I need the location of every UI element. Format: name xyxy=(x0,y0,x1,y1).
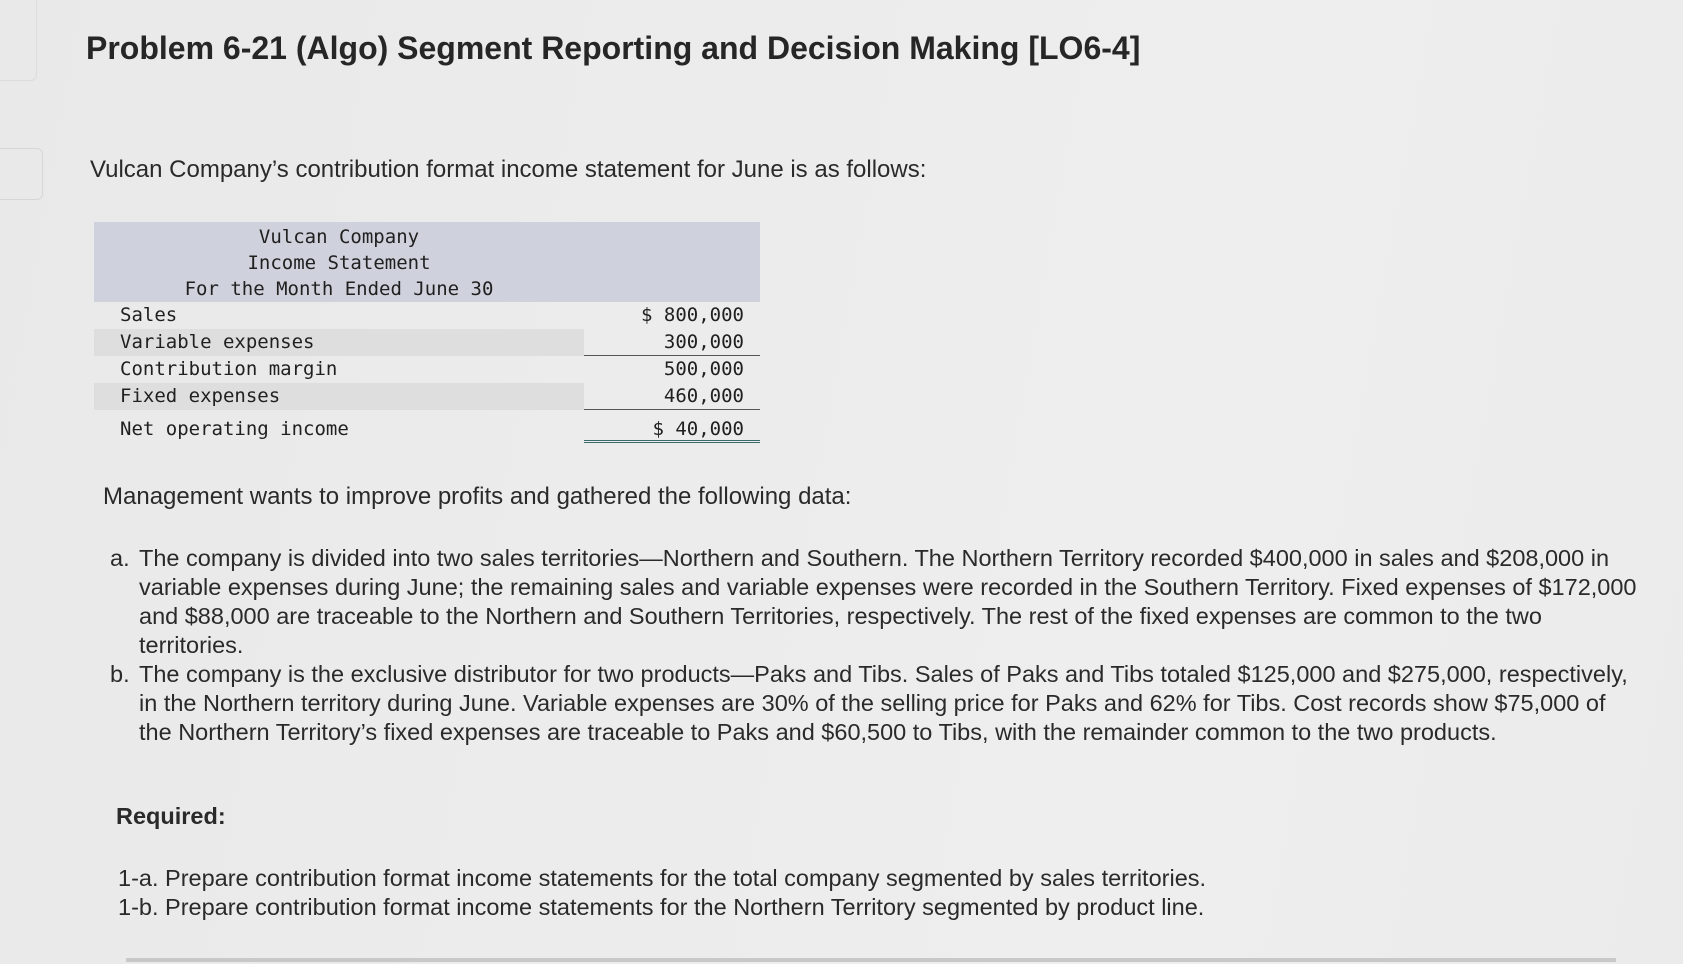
row-value: $ 800,000 xyxy=(641,304,744,326)
list-marker: a. xyxy=(110,545,130,571)
list-text: The company is divided into two sales territories—Northern and Southern. The Northern Territory recorded $400,000 in sales and $208,000 in variable expenses during June; the remaining sales and variable expenses were recorded in the Southern Territory. Fixed expenses of $172,000 and $88,000 are traceable to the Northern and Southern Territories, respectively. The rest of the fixed expenses are common to the two territories. xyxy=(139,545,1637,658)
table-row-variable-expenses xyxy=(94,329,760,356)
statement-name: Income Statement xyxy=(247,252,431,274)
intro-text: Vulcan Company’s contribution format income statement for June is as follows: xyxy=(90,156,927,183)
row-value: 460,000 xyxy=(584,383,760,410)
required-heading: Required: xyxy=(116,803,226,829)
row-label: Net operating income xyxy=(120,418,349,440)
requirement-1b: 1-b. Prepare contribution format income statements for the Northern Territory segmented by product line. xyxy=(118,894,1205,920)
bottom-divider xyxy=(126,958,1616,962)
row-value: 300,000 xyxy=(584,329,760,356)
row-label: Contribution margin xyxy=(120,358,338,380)
income-statement-table xyxy=(94,222,760,443)
left-panel-edge xyxy=(0,0,37,81)
list-marker: b. xyxy=(110,661,130,687)
management-text: Management wants to improve profits and gathered the following data: xyxy=(103,483,852,510)
requirements-list xyxy=(118,864,1206,922)
row-value: 500,000 xyxy=(663,358,744,380)
row-value: $ 40,000 xyxy=(584,416,760,443)
statement-company: Vulcan Company xyxy=(258,226,420,248)
list-text: The company is the exclusive distributor for two products—Paks and Tibs. Sales of Paks and Tibs totaled $125,000 and $275,000, respectively, in the Northern territory during June. Variable expenses are 30% of the selling price for Paks and 62% for Tibs. Cost records show $75,000 of the Northern Territory’s fixed expenses are traceable to Paks and $60,500 to Tibs, with the remainder common to the two products. xyxy=(139,661,1628,745)
list-item xyxy=(110,660,1640,747)
statement-header xyxy=(94,222,760,302)
data-list xyxy=(110,544,1640,747)
table-row-fixed-expenses xyxy=(94,383,760,410)
row-label: Sales xyxy=(120,304,178,326)
requirement-1a: 1-a. Prepare contribution format income statements for the total company segmented by sales territories. xyxy=(118,865,1207,891)
row-label: Variable expenses xyxy=(94,329,584,356)
left-panel-tab xyxy=(0,148,43,200)
table-row-net-operating-income xyxy=(94,416,760,443)
page-title: Problem 6-21 (Algo) Segment Reporting and Decision Making [LO6-4] xyxy=(86,30,1141,66)
statement-period: For the Month Ended June 30 xyxy=(184,278,494,300)
table-row-contribution-margin xyxy=(94,356,760,383)
table-row-sales xyxy=(94,302,760,329)
row-label: Fixed expenses xyxy=(94,383,584,410)
list-item xyxy=(110,544,1640,660)
